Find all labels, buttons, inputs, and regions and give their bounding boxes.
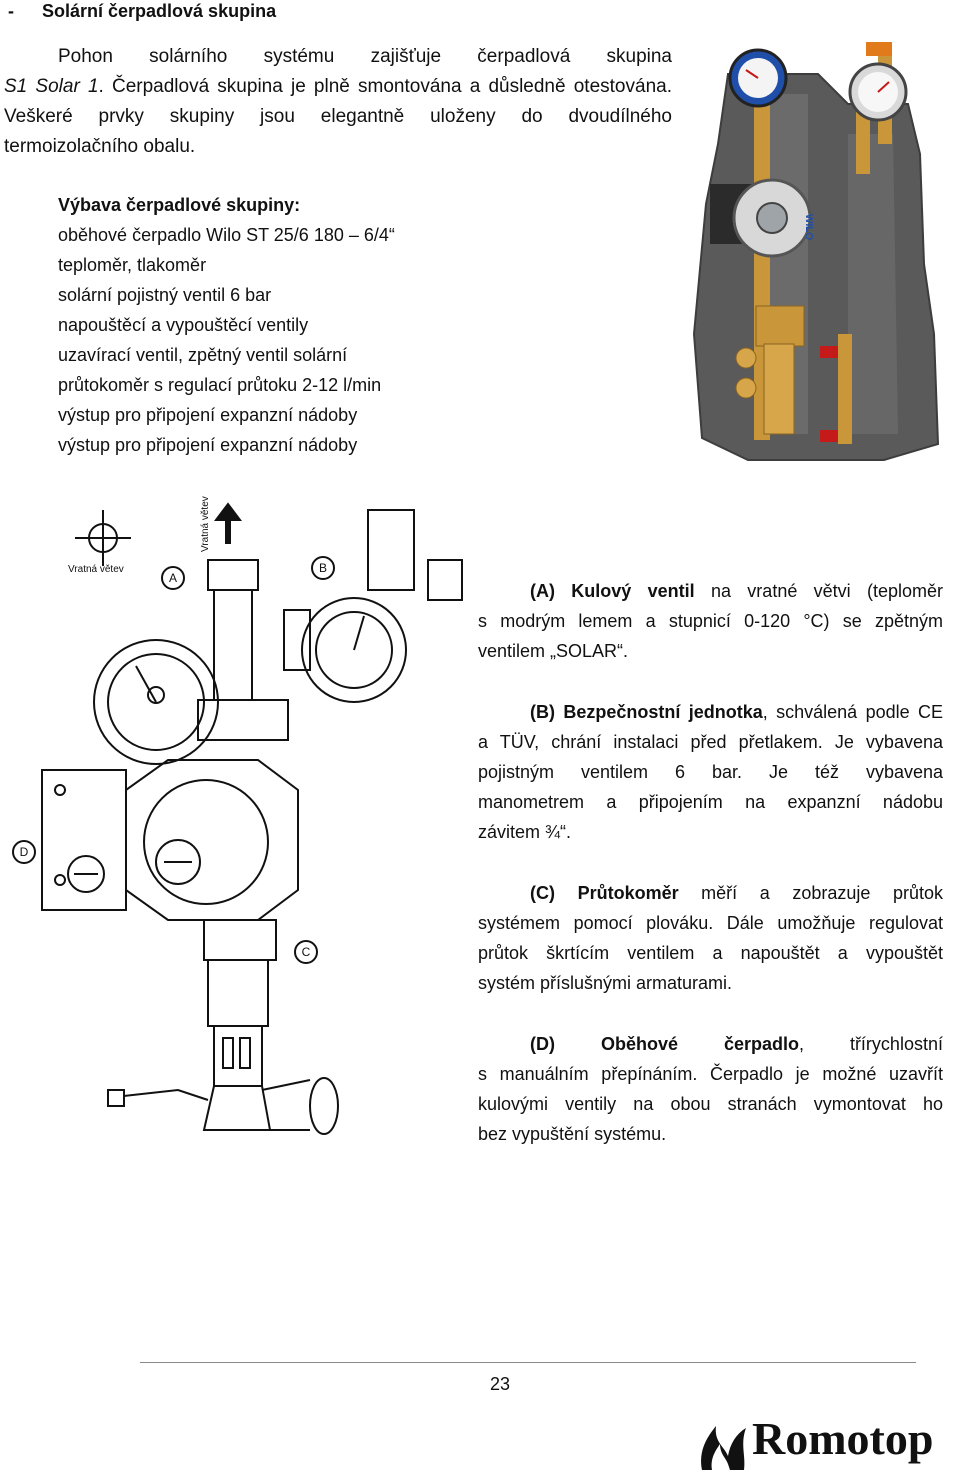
- description-c: [478, 878, 943, 998]
- marker-d: D: [19, 845, 29, 859]
- heading-dash: -: [8, 1, 14, 21]
- logo-text: Romotop: [752, 1413, 934, 1464]
- footer-rule: [140, 1362, 916, 1363]
- desc-d-comma: ,: [798, 1034, 804, 1054]
- desc-b-bold: (B) Bezpečnostní jednotka: [530, 702, 763, 722]
- equipment-item: napouštěcí a vypouštěcí ventily: [58, 315, 309, 335]
- desc-b-line-1: [478, 697, 943, 727]
- desc-c-bold-1: (C): [530, 883, 555, 903]
- equipment-item: teploměr, tlakoměr: [58, 255, 207, 275]
- equipment-list: [58, 190, 478, 460]
- equipment-title: Výbava čerpadlové skupiny:: [58, 195, 301, 215]
- desc-c-line-2: systémem pomocí plováku. Dále umožňuje regulovat: [478, 913, 943, 933]
- desc-b-line-5: závitem ¾“.: [478, 822, 572, 842]
- description-b: [478, 697, 943, 847]
- intro-line-4: termoizolačního obalu.: [4, 136, 196, 157]
- equipment-item: uzavírací ventil, zpětný ventil solární: [58, 345, 348, 365]
- flame-icon: [701, 1426, 746, 1470]
- desc-c-text: měří a zobrazuje průtok: [678, 883, 943, 903]
- pump-brand: WILO: [803, 214, 814, 241]
- desc-c-bold-2: Průtokoměr: [577, 883, 679, 903]
- product-name: S1 Solar 1: [4, 76, 99, 97]
- desc-c-line-4: systém příslušnými armaturami.: [478, 973, 733, 993]
- romotop-logo: [694, 1398, 956, 1474]
- marker-a: A: [168, 571, 178, 585]
- desc-a-line-1: [478, 576, 943, 606]
- desc-a-text: na vratné větvi (teploměr: [694, 581, 944, 601]
- description-d: [478, 1029, 943, 1149]
- desc-d-bold-3: čerpadlo: [723, 1034, 799, 1054]
- equipment-item: výstup pro připojení expanzní nádoby: [58, 405, 358, 425]
- intro-line-3: Veškeré prvky skupiny jsou elegantně uloženy do dvoudílného: [4, 106, 672, 127]
- desc-d-bold-2: Oběhové: [600, 1034, 678, 1054]
- heading-title: Solární čerpadlová skupina: [42, 1, 277, 21]
- desc-d-line-4: bez vypuštění systému.: [478, 1124, 667, 1144]
- pump-group-photo: [688, 34, 950, 470]
- equipment-item: průtokoměr s regulací průtoku 2-12 l/min: [58, 375, 382, 395]
- return-branch-label: Vratná větev: [68, 564, 124, 575]
- desc-a-line-2: s modrým lemem a stupnicí 0-120 °C) se zpětným: [478, 611, 943, 631]
- pump-group-drawing: [8, 490, 468, 1170]
- page-number: 23: [489, 1374, 511, 1394]
- desc-b-text: , schválená podle CE: [762, 702, 943, 722]
- desc-d-line-3: kulovými ventily na obou stranách vymontovat ho: [478, 1094, 943, 1114]
- equipment-item: oběhové čerpadlo Wilo ST 25/6 180 – 6/4“: [58, 225, 395, 245]
- desc-b-line-3: pojistným ventilem 6 bar. Je též vybavena: [478, 762, 943, 782]
- desc-d-bold-1: (D): [530, 1034, 555, 1054]
- desc-d-line-1: [478, 1029, 943, 1059]
- intro-line-2-rest: . Čerpadlová skupina je plně smontována a důsledně otestována.: [98, 76, 672, 97]
- section-heading: [8, 0, 276, 22]
- marker-c: C: [301, 945, 311, 959]
- desc-b-line-4: manometrem a připojením na expanzní nádobu: [478, 792, 943, 812]
- return-branch-vertical-label: Vratná větev: [200, 496, 211, 552]
- description-a: [478, 576, 943, 666]
- equipment-item: výstup pro připojení expanzní nádoby: [58, 435, 358, 455]
- marker-b: B: [318, 561, 328, 575]
- intro-line-1: Pohon solárního systému zajišťuje čerpadlová skupina: [58, 46, 672, 67]
- desc-a-line-3: ventilem „SOLAR“.: [478, 641, 629, 661]
- desc-c-line-1: [478, 878, 943, 908]
- desc-d-text: třírychlostní: [849, 1034, 943, 1054]
- desc-d-line-2: s manuálním přepínáním. Čerpadlo je možné uzavřít: [478, 1064, 943, 1084]
- desc-c-line-3: průtok škrtícím ventilem a napouštět a vypouštět: [478, 943, 943, 963]
- intro-line-2: [4, 72, 672, 102]
- intro-paragraph: [4, 42, 672, 162]
- desc-a-bold: (A) Kulový ventil: [530, 581, 695, 601]
- desc-b-line-2: a TÜV, chrání instalaci před přetlakem. Je vybavena: [478, 732, 943, 752]
- equipment-item: solární pojistný ventil 6 bar: [58, 285, 272, 305]
